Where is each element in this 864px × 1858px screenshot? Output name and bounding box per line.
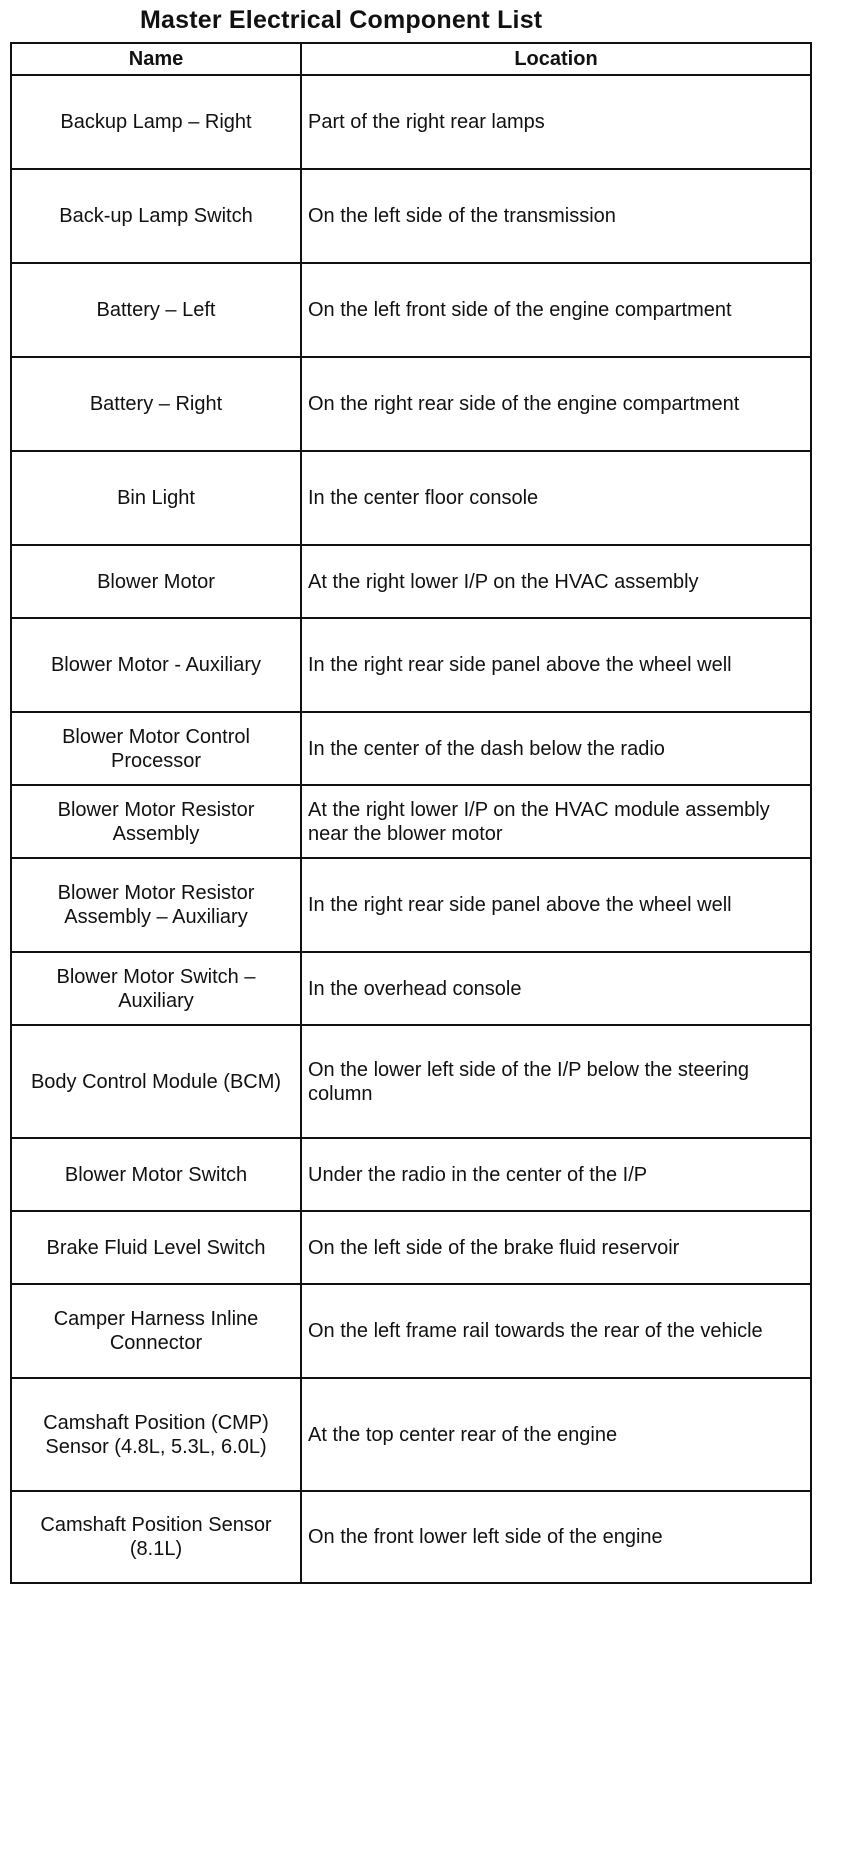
component-name: Back-up Lamp Switch bbox=[11, 169, 301, 263]
component-location: On the lower left side of the I/P below the steering column bbox=[301, 1025, 811, 1138]
component-name: Blower Motor - Auxiliary bbox=[11, 618, 301, 712]
component-location: On the front lower left side of the engine bbox=[301, 1491, 811, 1583]
component-name: Blower Motor bbox=[11, 545, 301, 618]
component-name: Blower Motor Switch – Auxiliary bbox=[11, 952, 301, 1025]
table-row bbox=[11, 75, 811, 169]
component-location: In the center floor console bbox=[301, 451, 811, 545]
component-location: At the top center rear of the engine bbox=[301, 1378, 811, 1491]
table-row bbox=[11, 712, 811, 785]
component-name: Blower Motor Switch bbox=[11, 1138, 301, 1211]
component-name: Battery – Left bbox=[11, 263, 301, 357]
table-row bbox=[11, 858, 811, 952]
component-name: Body Control Module (BCM) bbox=[11, 1025, 301, 1138]
table-row bbox=[11, 1491, 811, 1583]
table-row bbox=[11, 952, 811, 1025]
component-location: On the left front side of the engine compartment bbox=[301, 263, 811, 357]
component-location: In the right rear side panel above the wheel well bbox=[301, 618, 811, 712]
component-name: Blower Motor Resistor Assembly bbox=[11, 785, 301, 858]
component-location: Part of the right rear lamps bbox=[301, 75, 811, 169]
component-name: Blower Motor Resistor Assembly – Auxiliary bbox=[11, 858, 301, 952]
component-name: Camshaft Position Sensor (8.1L) bbox=[11, 1491, 301, 1583]
component-name: Backup Lamp – Right bbox=[11, 75, 301, 169]
table-row bbox=[11, 1378, 811, 1491]
table-row bbox=[11, 1138, 811, 1211]
component-location: In the right rear side panel above the wheel well bbox=[301, 858, 811, 952]
component-name: Bin Light bbox=[11, 451, 301, 545]
table-row bbox=[11, 1284, 811, 1378]
table-row bbox=[11, 263, 811, 357]
table-row bbox=[11, 451, 811, 545]
component-name: Battery – Right bbox=[11, 357, 301, 451]
table-row bbox=[11, 785, 811, 858]
component-name: Camper Harness Inline Connector bbox=[11, 1284, 301, 1378]
component-location: Under the radio in the center of the I/P bbox=[301, 1138, 811, 1211]
page-title: Master Electrical Component List bbox=[140, 6, 543, 34]
component-name: Blower Motor Control Processor bbox=[11, 712, 301, 785]
table-row bbox=[11, 1211, 811, 1284]
component-name: Brake Fluid Level Switch bbox=[11, 1211, 301, 1284]
table-row bbox=[11, 169, 811, 263]
component-location: On the left frame rail towards the rear of the vehicle bbox=[301, 1284, 811, 1378]
component-name: Camshaft Position (CMP) Sensor (4.8L, 5.3L, 6.0L) bbox=[11, 1378, 301, 1491]
component-table bbox=[10, 42, 812, 1584]
table-header-row bbox=[11, 43, 811, 75]
component-location: In the overhead console bbox=[301, 952, 811, 1025]
column-header-location: Location bbox=[301, 43, 811, 75]
table-row bbox=[11, 1025, 811, 1138]
component-location: In the center of the dash below the radio bbox=[301, 712, 811, 785]
component-location: On the left side of the brake fluid reservoir bbox=[301, 1211, 811, 1284]
component-location: At the right lower I/P on the HVAC assembly bbox=[301, 545, 811, 618]
column-header-name: Name bbox=[11, 43, 301, 75]
table-row bbox=[11, 357, 811, 451]
component-location: On the left side of the transmission bbox=[301, 169, 811, 263]
table-row bbox=[11, 545, 811, 618]
component-location: On the right rear side of the engine compartment bbox=[301, 357, 811, 451]
table-row bbox=[11, 618, 811, 712]
component-location: At the right lower I/P on the HVAC module assembly near the blower motor bbox=[301, 785, 811, 858]
